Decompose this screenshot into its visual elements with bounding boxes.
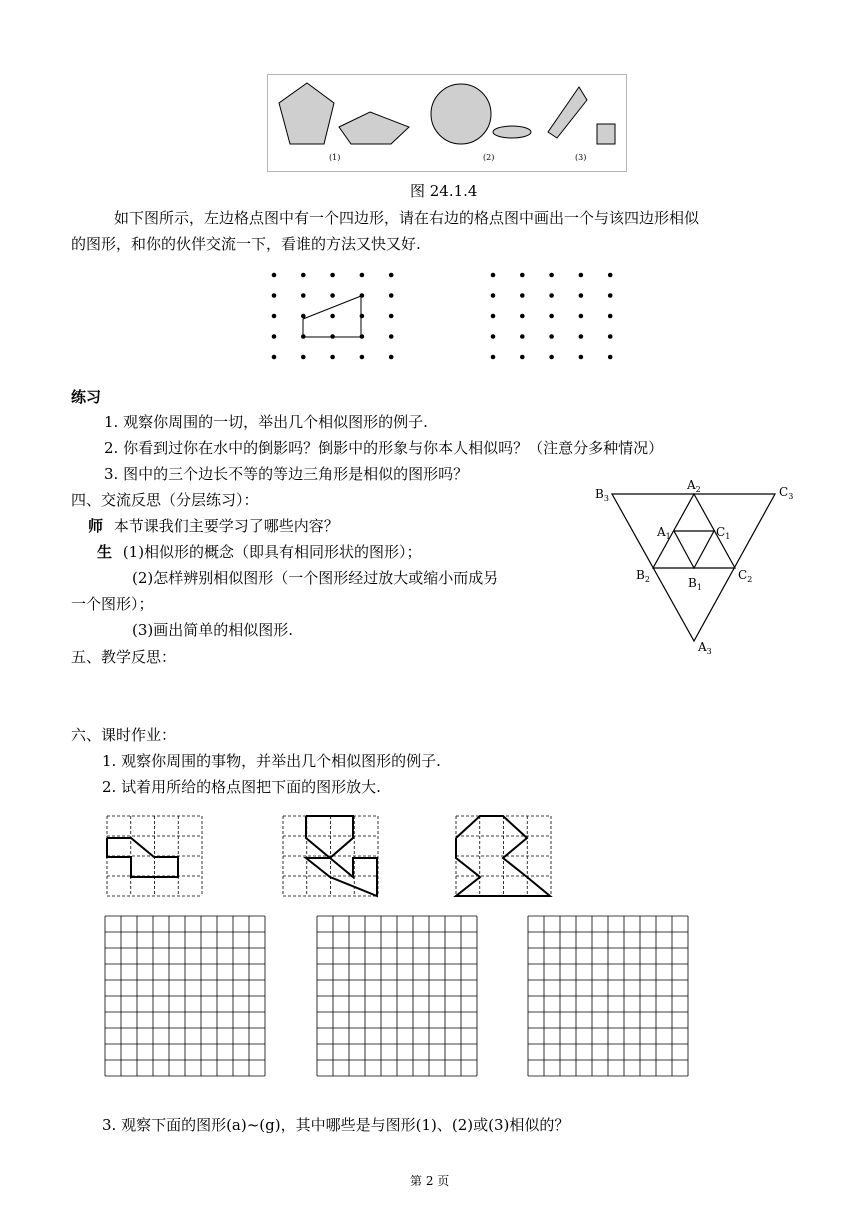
intro-line-1: 如下图所示，左边格点图中有一个四边形，请在右边的格点图中画出一个与该四边形相似 xyxy=(114,209,700,227)
student-item-1: (1)相似形的概念（即具有相同形状的图形）； xyxy=(122,543,422,561)
figure-label-1: (1) xyxy=(329,153,341,162)
grid-dot xyxy=(579,273,584,278)
reflection-heading: 四、交流反思（分层练习）： xyxy=(71,491,259,509)
square-shape xyxy=(597,124,615,144)
shape-2 xyxy=(306,816,377,896)
grid-dot xyxy=(272,273,277,278)
rectangle-tilted xyxy=(548,87,587,138)
grid-dot xyxy=(389,334,394,339)
grid-dot xyxy=(520,293,525,298)
ellipse-shape xyxy=(493,126,531,138)
pentagon-flat xyxy=(339,112,409,144)
grid-dot xyxy=(301,314,306,319)
grid-dot xyxy=(491,355,496,360)
grid-dot xyxy=(579,314,584,319)
grid-dot xyxy=(330,273,335,278)
label-A3: $A_3$ xyxy=(698,640,712,656)
circle-shape xyxy=(431,84,491,144)
grid-dot xyxy=(389,314,394,319)
teacher-tag: 师 xyxy=(88,517,104,535)
figure-label-3: (3) xyxy=(575,153,587,162)
grid-dot xyxy=(520,334,525,339)
grid-dot xyxy=(272,355,277,360)
grid-dot xyxy=(272,314,277,319)
grid-dot xyxy=(301,355,306,360)
grid-dot xyxy=(301,334,306,339)
practice-heading: 练习 xyxy=(71,388,102,406)
label-B2: $B_2$ xyxy=(636,568,650,584)
practice-item-3: 3. 图中的三个边长不等的等边三角形是相似的图形吗？ xyxy=(104,465,469,483)
practice-item-1: 1. 观察你周围的一切，举出几个相似图形的例子. xyxy=(104,413,428,431)
dashed-grid-1 xyxy=(106,815,206,897)
label-B3: $B_3$ xyxy=(595,487,609,503)
label-A2: $A_2$ xyxy=(687,478,701,494)
grid-dot xyxy=(360,273,365,278)
label-A1: $A_1$ xyxy=(657,525,671,541)
grid-dot xyxy=(520,314,525,319)
grid-dot xyxy=(520,355,525,360)
grid-dot xyxy=(491,314,496,319)
teacher-text: 本节课我们主要学习了哪些内容？ xyxy=(113,517,339,535)
dot-grid-left xyxy=(262,264,402,364)
homework-item-3: 3. 观察下面的图形(a)~(g)，其中哪些是与图形(1)、(2)或(3)相似的？ xyxy=(102,1116,570,1134)
grid-dot xyxy=(330,314,335,319)
dot-grid-right xyxy=(483,264,623,364)
grid-dot xyxy=(360,334,365,339)
student-tag: 生 xyxy=(97,543,113,561)
figure-shapes xyxy=(267,74,627,172)
grid-dot xyxy=(608,314,613,319)
grid-dot xyxy=(360,314,365,319)
large-grid-1 xyxy=(104,915,266,1078)
grid-dot xyxy=(301,293,306,298)
grid-dot xyxy=(579,355,584,360)
nested-triangles xyxy=(590,476,800,661)
pentagon-large xyxy=(279,83,334,144)
grid-dot xyxy=(549,334,554,339)
grid-dot xyxy=(330,334,335,339)
page-footer: 第 2 页 xyxy=(410,1174,450,1188)
shape-1 xyxy=(107,838,178,877)
large-grid-2 xyxy=(316,915,478,1078)
grid-dot xyxy=(579,334,584,339)
homework-item-2: 2. 试着用所给的格点图把下面的图形放大. xyxy=(102,778,381,796)
grid-dot xyxy=(491,293,496,298)
grid-dot xyxy=(330,355,335,360)
section5-heading: 五、教学反思： xyxy=(71,648,177,666)
grid-dot xyxy=(549,273,554,278)
student-item-3: (3)画出简单的相似图形. xyxy=(132,621,294,639)
student-item-2a: (2)怎样辨别相似图形（一个图形经过放大或缩小而成另 xyxy=(132,569,499,587)
homework-item-1: 1. 观察你周围的事物，并举出几个相似图形的例子. xyxy=(102,752,441,770)
grid-dot xyxy=(330,293,335,298)
grid-dot xyxy=(549,355,554,360)
grid-dot xyxy=(389,293,394,298)
homework-heading: 六、课时作业： xyxy=(71,726,177,744)
intro-line-2: 的图形，和你的伙伴交流一下，看谁的方法又快又好. xyxy=(71,235,421,253)
grid-dot xyxy=(491,334,496,339)
triangle-small xyxy=(674,531,714,568)
figure-caption: 图 24.1.4 xyxy=(410,182,478,200)
grid-dot xyxy=(608,293,613,298)
grid-dot xyxy=(272,293,277,298)
grid-dot xyxy=(608,334,613,339)
student-line xyxy=(97,542,422,562)
large-grid-3 xyxy=(527,915,689,1078)
grid-dot xyxy=(360,293,365,298)
grid-dot xyxy=(272,334,277,339)
label-C3: $C_3$ xyxy=(779,485,794,501)
grid-dot xyxy=(549,293,554,298)
dashed-grid-2 xyxy=(282,815,382,897)
student-item-2b: 一个图形）； xyxy=(71,595,154,613)
grid-dot xyxy=(608,273,613,278)
grid-dot xyxy=(360,355,365,360)
label-C2: $C_2$ xyxy=(738,568,753,584)
grid-dot xyxy=(608,355,613,360)
grid-dot xyxy=(520,273,525,278)
teacher-line xyxy=(88,516,339,536)
practice-item-2: 2. 你看到过你在水中的倒影吗？倒影中的形象与你本人相似吗？（注意分多种情况） xyxy=(104,439,664,457)
grid-dot xyxy=(389,355,394,360)
label-B1: $B_1$ xyxy=(688,576,702,592)
grid-dot xyxy=(579,293,584,298)
figure-label-2: (2) xyxy=(483,153,495,162)
dashed-grid-3 xyxy=(455,815,555,897)
label-C1: $C_1$ xyxy=(716,525,731,541)
grid-dot xyxy=(301,273,306,278)
grid-dot xyxy=(549,314,554,319)
grid-dot xyxy=(491,273,496,278)
grid-dot xyxy=(389,273,394,278)
